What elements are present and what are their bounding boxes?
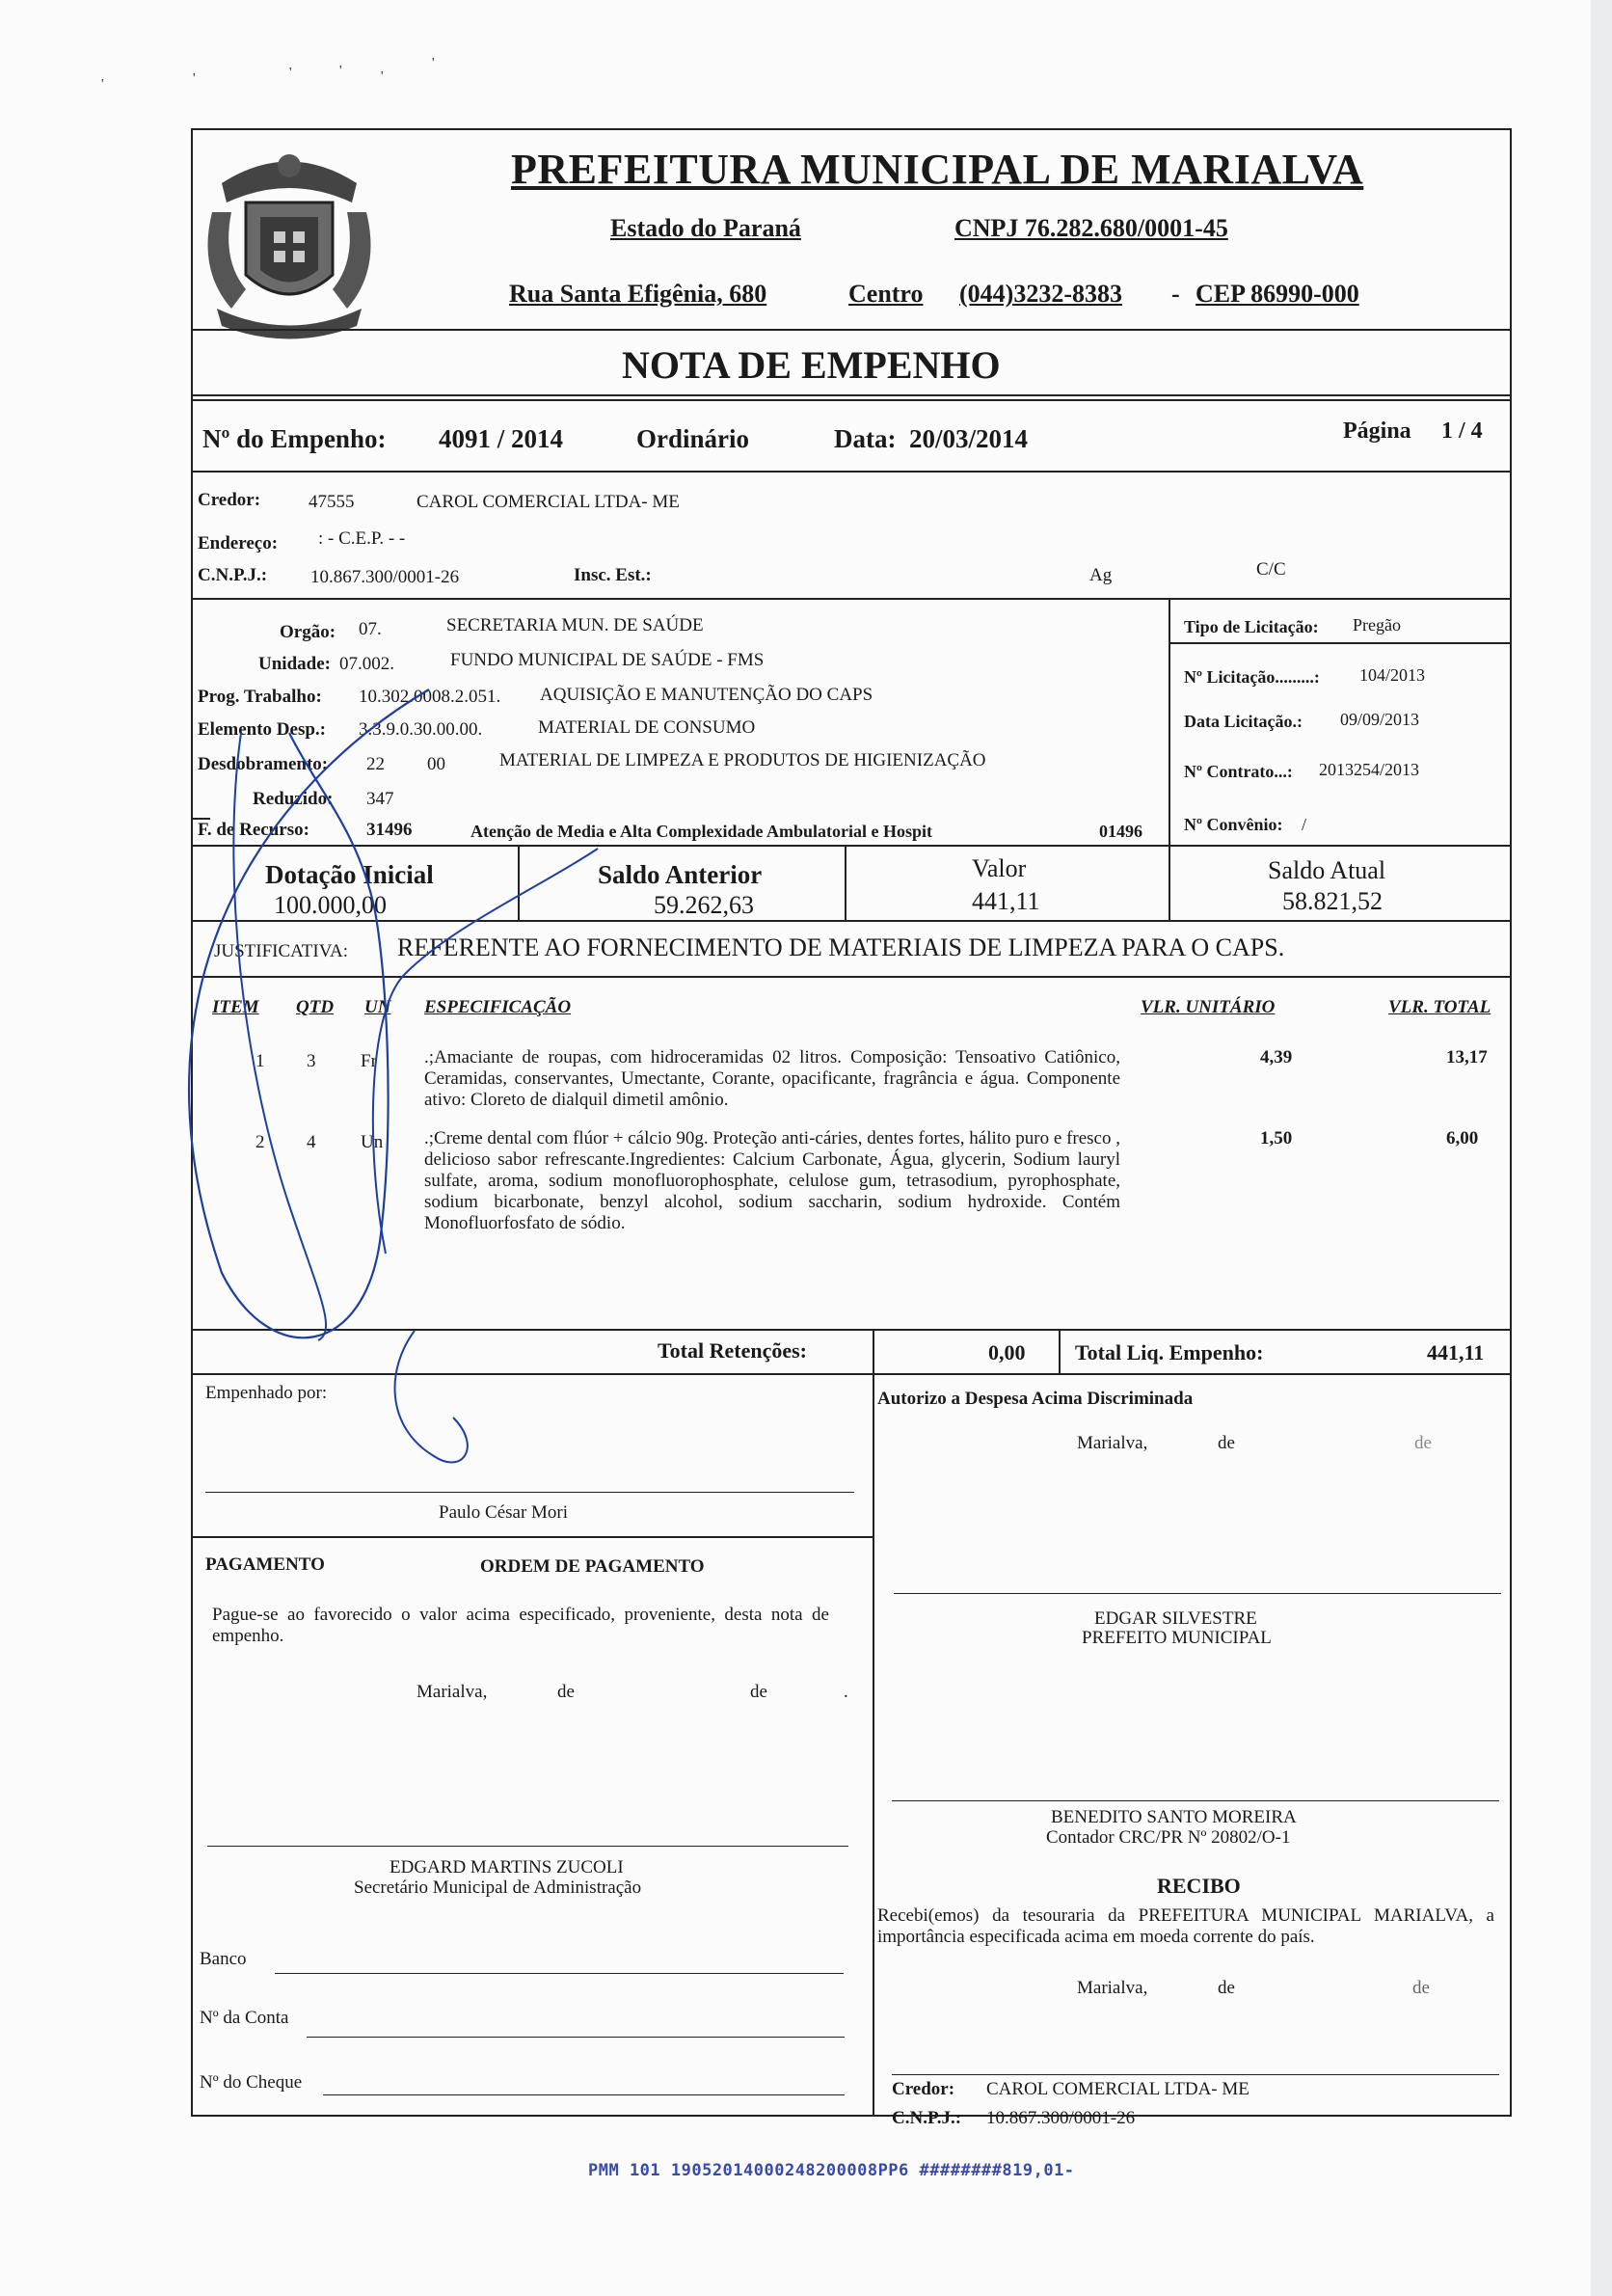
desdobramento-name: MATERIAL DE LIMPEZA E PRODUTOS DE HIGIENIZAÇÃO	[499, 750, 986, 770]
ordem-pagamento-label: ORDEM DE PAGAMENTO	[480, 1556, 705, 1577]
autorizo-place: Marialva,	[1077, 1433, 1148, 1453]
empenho-type: Ordinário	[636, 424, 750, 453]
divider	[845, 845, 846, 920]
reduzido-value: 347	[366, 789, 394, 809]
orgao-label: Orgão:	[280, 622, 336, 642]
divider	[191, 1329, 1512, 1331]
state-name: Estado do Paraná	[610, 214, 801, 242]
orgao-code: 07.	[359, 619, 382, 639]
prog-code: 10.302.0008.2.051.	[359, 687, 501, 707]
divider	[518, 845, 520, 920]
divider	[191, 394, 1512, 396]
empenho-label: Nº do Empenho:	[202, 424, 387, 453]
divider	[873, 1329, 874, 1373]
cc-label: C/C	[1256, 559, 1286, 580]
scan-mark: '	[432, 56, 435, 70]
contrato-label: Nº Contrato...:	[1184, 762, 1293, 781]
autorizo-de-1: de	[1218, 1433, 1235, 1453]
numero-licitacao-label: Nº Licitação.........:	[1184, 667, 1320, 687]
contrato-number: 2013254/2013	[1319, 760, 1420, 779]
empenhado-signer: Paulo César Mori	[439, 1502, 569, 1523]
empenhado-label: Empenhado por:	[205, 1383, 328, 1403]
header-cnpj: CNPJ 76.282.680/0001-45	[954, 214, 1228, 242]
item-un: Fr	[361, 1051, 377, 1071]
cnpj-label: C.N.P.J.:	[198, 565, 268, 585]
recurso-label: F. de Recurso:	[198, 820, 309, 840]
divider	[1169, 642, 1512, 644]
item-spec: .;Amaciante de roupas, com hidroceramidas 02 litros. Composição: Tensoativo Catiônico, Ceramidas, conservantes, Umectante, Corante, opacificante, fragrância e água. Componente ativo: Cloreto de dialquil dimetil amônio.	[424, 1047, 1120, 1110]
justificativa-label: JUSTIFICATIVA:	[214, 941, 349, 961]
item-number: 2	[255, 1132, 265, 1152]
empenho-number: 4091 / 2014	[439, 424, 564, 453]
saldo-anterior-label: Saldo Anterior	[598, 860, 763, 889]
desdobramento-label: Desdobramento:	[198, 754, 329, 774]
prog-name: AQUISIÇÃO E MANUTENÇÃO DO CAPS	[540, 685, 873, 705]
scan-mark: '	[381, 69, 384, 84]
recibo-title: RECIBO	[1157, 1874, 1241, 1898]
credor-name: CAROL COMERCIAL LTDA- ME	[416, 492, 680, 512]
divider	[191, 329, 1512, 331]
convenio-number: /	[1302, 815, 1307, 834]
contador-role: Contador CRC/PR Nº 20802/O-1	[1046, 1827, 1291, 1848]
dotacao-label: Dotação Inicial	[265, 860, 434, 889]
retencoes-label: Total Retenções:	[658, 1338, 807, 1363]
divider	[191, 598, 1512, 600]
header-phone: (044)3232-8383	[959, 280, 1122, 308]
valor-label: Valor	[972, 854, 1027, 882]
convenio-label: Nº Convênio:	[1184, 815, 1283, 834]
footer-code: PMM 101 19052014000248200008PP6 ########819,01-	[588, 2161, 1075, 2180]
page-label: Página	[1343, 419, 1411, 444]
dotacao-value: 100.000,00	[274, 891, 387, 919]
recibo-cnpj: 10.867.300/0001-26	[986, 2108, 1136, 2128]
scan-mark: '	[289, 66, 292, 80]
elemento-label: Elemento Desp.:	[198, 719, 326, 740]
reduzido-label: Reduzido:	[253, 789, 334, 809]
divider	[1169, 598, 1170, 845]
recurso-code: 31496	[366, 820, 413, 840]
recibo-place: Marialva,	[1077, 1978, 1148, 1998]
items-header-item: ITEM	[212, 997, 259, 1017]
saldo-atual-label: Saldo Atual	[1268, 856, 1386, 884]
elemento-code: 3.3.9.0.30.00.00.	[359, 719, 483, 740]
page-number: 1 / 4	[1441, 419, 1483, 444]
divider	[1059, 1329, 1061, 1373]
item-qtd: 4	[307, 1132, 316, 1152]
header-street: Rua Santa Efigênia, 680	[509, 280, 767, 308]
secretario-role: Secretário Municipal de Administração	[354, 1877, 642, 1898]
elemento-name: MATERIAL DE CONSUMO	[538, 717, 756, 738]
header-district: Centro	[848, 280, 924, 308]
cheque-label: Nº do Cheque	[200, 2072, 303, 2093]
divider	[191, 399, 1512, 401]
item-unit-value: 1,50	[1260, 1128, 1293, 1148]
justificativa-text: REFERENTE AO FORNECIMENTO DE MATERIAIS DE LIMPEZA PARA O CAPS.	[397, 933, 1285, 961]
recurso-name: Atenção de Media e Alta Complexidade Ambulatorial e Hospit	[470, 822, 932, 841]
saldo-anterior-value: 59.262,63	[654, 891, 754, 919]
pagamento-label: PAGAMENTO	[205, 1554, 325, 1575]
credor-label: Credor:	[198, 490, 261, 510]
item-total-value: 6,00	[1446, 1128, 1479, 1148]
divider	[873, 1373, 874, 2117]
numero-licitacao: 104/2013	[1359, 665, 1426, 685]
ag-label: Ag	[1089, 565, 1113, 585]
recibo-cnpj-label: C.N.P.J.:	[892, 2108, 962, 2128]
pagamento-de-1: de	[557, 1682, 575, 1702]
retencoes-value: 0,00	[988, 1340, 1026, 1364]
item-un: Un	[361, 1132, 384, 1152]
recibo-text: Recebi(emos) da tesouraria da PREFEITURA MUNICIPAL MARIALVA, a importância especificada acima em moeda corrente do país.	[877, 1905, 1494, 1947]
scan-mark: '	[193, 71, 196, 86]
item-number: 1	[255, 1051, 265, 1071]
conta-label: Nº da Conta	[200, 2008, 289, 2028]
unidade-label: Unidade:	[258, 654, 331, 674]
item-spec: .;Creme dental com flúor + cálcio 90g. Proteção anti-cáries, dentes fortes, hálito puro e fresco , delicioso sabor refrescante.Ingredientes: Calcium Carbonate, Água, glycerin, Sodium lauryl sulfate, aroma, sodium monofluorophosphate, celulose gum, tetrasodium, pyrophosphate, sodium bicarbonate, benzyl alcohol, sodium saccharin, sodium hydroxide. Contém Monofluorfosfato de sódio.	[424, 1128, 1120, 1233]
credor-code: 47555	[309, 492, 355, 512]
document-title: NOTA DE EMPENHO	[622, 343, 1001, 387]
unidade-name: FUNDO MUNICIPAL DE SAÚDE - FMS	[450, 650, 765, 670]
coat-of-arms-icon	[193, 145, 386, 347]
prefeito-name: EDGAR SILVESTRE	[1094, 1608, 1257, 1629]
divider	[191, 1373, 1512, 1375]
divider	[1169, 845, 1170, 920]
header-cep: CEP 86990-000	[1196, 280, 1359, 308]
banco-line	[275, 1973, 844, 1974]
recibo-de-2: de	[1412, 1978, 1430, 1998]
pagamento-place: Marialva,	[416, 1682, 488, 1702]
insc-est-label: Insc. Est.:	[574, 565, 652, 585]
data-licitacao-label: Data Licitação.:	[1184, 712, 1303, 731]
items-header-un: UN	[364, 997, 391, 1017]
scan-mark: '	[101, 77, 104, 92]
saldo-atual-value: 58.821,52	[1282, 887, 1383, 915]
date-label: Data:	[834, 424, 897, 453]
pagamento-text: Pague-se ao favorecido o valor acima especificado, proveniente, desta nota de empenho.	[212, 1605, 829, 1646]
divider	[191, 1536, 873, 1538]
recibo-de-1: de	[1218, 1978, 1235, 1998]
recurso-ref: 01496	[1099, 822, 1142, 841]
contador-name: BENEDITO SANTO MOREIRA	[1051, 1807, 1297, 1827]
items-header-spec: ESPECIFICAÇÃO	[424, 997, 572, 1017]
divider	[191, 845, 1512, 847]
desdobramento-a: 22	[366, 754, 385, 774]
cheque-line	[323, 2094, 845, 2095]
prog-label: Prog. Trabalho:	[198, 687, 322, 707]
total-liquido-label: Total Liq. Empenho:	[1075, 1340, 1264, 1364]
item-qtd: 3	[307, 1051, 316, 1071]
divider	[191, 976, 1512, 978]
autorizo-label: Autorizo a Despesa Acima Discriminada	[877, 1389, 1194, 1409]
desdobramento-b: 00	[427, 754, 445, 774]
items-header-unit: VLR. UNITÁRIO	[1141, 997, 1276, 1017]
valor-value: 441,11	[972, 887, 1040, 915]
header-dash: -	[1171, 280, 1180, 308]
scan-mark: '	[339, 64, 342, 78]
pagamento-dot: .	[844, 1682, 848, 1702]
item-unit-value: 4,39	[1260, 1047, 1293, 1067]
prefeito-role: PREFEITO MUNICIPAL	[1082, 1628, 1272, 1648]
item-total-value: 13,17	[1446, 1047, 1488, 1067]
conta-line	[307, 2037, 845, 2038]
endereco-value: : - C.E.P. - -	[318, 528, 406, 549]
items-header-total: VLR. TOTAL	[1388, 997, 1491, 1017]
signature-line	[892, 2074, 1499, 2075]
banco-label: Banco	[200, 1949, 247, 1969]
tipo-licitacao-label: Tipo de Licitação:	[1184, 617, 1319, 636]
unidade-code: 07.002.	[339, 654, 394, 674]
divider	[191, 471, 1512, 473]
endereco-label: Endereço:	[198, 533, 279, 554]
recibo-credor: CAROL COMERCIAL LTDA- ME	[986, 2079, 1249, 2099]
secretario-name: EDGARD MARTINS ZUCOLI	[390, 1857, 624, 1877]
tipo-licitacao: Pregão	[1353, 615, 1401, 635]
items-header-qtd: QTD	[296, 997, 335, 1017]
recibo-credor-label: Credor:	[892, 2079, 955, 2099]
creditor-cnpj: 10.867.300/0001-26	[310, 567, 460, 587]
divider	[191, 920, 1512, 922]
signature-line	[205, 1492, 854, 1493]
autorizo-de-2: de	[1414, 1433, 1432, 1453]
pagamento-de-2: de	[750, 1682, 767, 1702]
empenho-date: 20/03/2014	[909, 424, 1029, 453]
signature-line	[894, 1593, 1501, 1594]
signature-line	[892, 1800, 1499, 1801]
page-title: PREFEITURA MUNICIPAL DE MARIALVA	[511, 146, 1364, 193]
signature-line	[207, 1846, 848, 1847]
total-liquido-value: 441,11	[1427, 1340, 1485, 1364]
orgao-name: SECRETARIA MUN. DE SAÚDE	[446, 615, 704, 635]
data-licitacao: 09/09/2013	[1340, 710, 1420, 729]
